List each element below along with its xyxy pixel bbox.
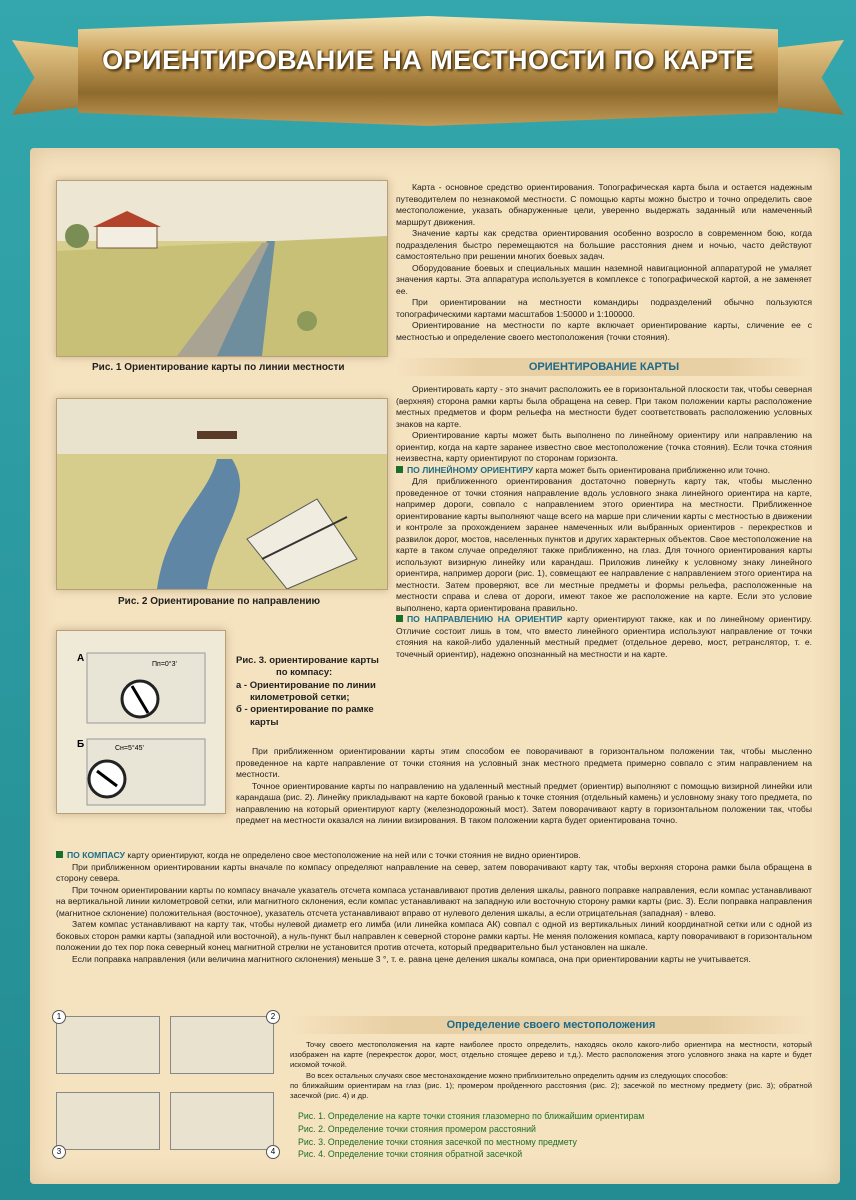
figure-list-item: Рис. 3. Определение точки стояния засечкой по местному предмету <box>298 1136 577 1147</box>
section1-text-top <box>396 384 812 660</box>
fig3-caption-line: а - Ориентирование по линии <box>236 679 376 691</box>
square-bullet-icon <box>56 851 63 858</box>
direction-paragraph <box>396 614 812 660</box>
fig3-caption-line: б - ориентирование по рамке <box>236 704 374 716</box>
compass-paragraph: Затем компас устанавливают на карту так, чтобы нулевой диаметр его лимба (или линейка компаса АК) совпал с одной из вертикальных линий координатной сетки или с одной из боковых сторон рамки карты (западной или восточной), а нуль-пункт был направлен к северной стороне рамки карты. Не меняя положения компаса, карту поворачивают в горизонтальном положении до тех пор пока северный конец магнитной стрелки не установится против отсчета, который предварительно был установлен на шкале. <box>56 919 812 953</box>
section2-paragraph: Во всех остальных случаях свое местонахождение можно приблизительно определить одним из следующих способов: <box>306 1070 728 1080</box>
square-bullet-icon <box>396 615 403 622</box>
figure-3-caption <box>236 655 379 729</box>
river-map-illustration <box>57 399 387 589</box>
intro-paragraph: Значение карты как средства ориентирования особенно возросло в современном бою, когда подразделения быстро перемещаются на большие расстояния днем и ночью, часто действуют самостоятельно при решении многих боевых задач. <box>396 228 812 262</box>
compass-label: ПО КОМПАСУ <box>67 850 125 860</box>
section2-paragraph: Точку своего местоположения на карте наиболее просто определить, находясь около какого-либо ориентира на местности, который изображен на карте (перекресток дорог, мост, отдельно стоящее дерево и т.д.). Место расположения этого условного знака на карте и будет искомой точкой. <box>290 1040 812 1070</box>
figure-list-item: Рис. 1. Определение на карте точки стояния глазомерно по ближайшим ориентирам <box>298 1111 645 1121</box>
fig3-caption-line: Рис. 3. ориентирование карты <box>236 655 379 666</box>
compass-text <box>56 850 812 965</box>
location-figure-1 <box>56 1016 160 1074</box>
intro-paragraph: При ориентировании на местности командиры подразделений обычно пользуются топографическими картами масштабов 1:50000 и 1:100000. <box>396 297 812 319</box>
compass-paragraph: При приближенном ориентировании карты вначале по компасу определяют направление на север, затем поворачивают карту так, чтобы верхняя сторона рамки была обращена в сторону севера. <box>56 861 812 884</box>
location-figure-number: 3 <box>52 1145 66 1159</box>
section1-paragraph: При приближенном ориентировании карты этим способом ее поворачивают в горизонтальном положении так, чтобы мысленно проведенное на карте направление от точки стояния на условный знак местного предмета примерно совпало с этим направлением на местности. <box>236 746 812 780</box>
direction-label: ПО НАПРАВЛЕНИЮ НА ОРИЕНТИР <box>407 614 563 625</box>
fig3-compass-b: Сн=5°45' <box>115 745 144 752</box>
linear-text: карта может быть ориентирована приближенно или точно. <box>533 464 770 475</box>
location-figure-3 <box>56 1092 160 1150</box>
compass-paragraph <box>56 850 812 862</box>
square-bullet-icon <box>396 466 403 473</box>
section1-text-bottom <box>236 746 812 827</box>
section1-paragraph: Ориентировать карту - это значит расположить ее в горизонтальной плоскости так, чтобы северная (верхняя) сторона рамки карты была обращена на север. При таком положении карты расположение местных предметов и форм рельефа на местности будет соответствовать расположению условных знаков на карте. <box>396 384 812 429</box>
linear-label: ПО ЛИНЕЙНОМУ ОРИЕНТИРУ <box>407 464 534 475</box>
intro-paragraph: Ориентирование на местности по карте включает ориентирование карты, сличение ее с местностью и определение своего местоположения (точки стояния). <box>396 320 812 342</box>
section1-paragraph: Ориентирование карты может быть выполнено по линейному ориентиру или направлению на ориентир, когда на карте заранее известно свое местоположение (точка стояния). Если точка стояния неизвестна, карту ориентируют по сторонам горизонта. <box>396 430 812 464</box>
figure-2-image <box>56 398 388 590</box>
section1-paragraph: Точное ориентирование карты по направлению на удаленный местный предмет (ориентир) выполняют с помощью визирной линейки или карандаша (рис. 2). Линейку прикладывают на карте боковой гранью к точке стояния (отдельный камень) и условному знаку того предмета, по направлению на который ориентируют карту (железнодорожный мост). Затем поворачивают карту в горизонтальном положении так, чтобы предмет на местности оказался на линии визирования. В таком положении карта будет ориентирована точно. <box>236 780 812 826</box>
fig3-compass-a: Пп=0°3' <box>152 661 177 668</box>
figure-1-caption: Рис. 1 Ориентирование карты по линии местности <box>92 362 345 373</box>
fig3-caption-line: километровой сетки; <box>250 692 350 704</box>
location-figure-number: 1 <box>52 1010 66 1024</box>
figure-3-image <box>56 630 226 814</box>
direction-text: карту ориентируют также, как и по линейному ориентиру. Отличие состоит лишь в том, что вместо линейного ориентира используют направление от точки стояния на какой-либо удаленный местный предмет (отдельное дерево, мост, ретранслятор, т. е. точечный ориентир), надежно опознанный на местности и на карте. <box>396 614 812 659</box>
figure-list-item: Рис. 2. Определение точки стояния промером расстояний <box>298 1123 536 1134</box>
section1-paragraph: Для приближенного ориентирования достаточно повернуть карту так, чтобы мысленно проведенное от точки стояния направление вдоль условного знака линейного ориентира на карте, например дороги, совпало с направлением этого ориентира на местности. Приближенное ориентирование карты выполняют чаще всего на марше при сличении карты с местностью в движении и контроле за прохождением заранее намеченных или выбранных ориентиров - перекрестков и развилок дорог, мостов, населенных пунктов и других характерных объектов. Свое местоположение на карте в таком случае определяют также приближенно, на глаз. Для точного ориентирования карты используют визирную линейку или карандаш. Приложив линейку к условному знаку линейного ориентира, например дороги (рис. 1), совмещают ее направление с направлением этого ориентира на местности. Затем проверяют, все ли местные предметы и формы рельефа, расположенные на местности справа и слева от дороги, имеют такое же расположение на карте. Если это условие выполнено, карта ориентирована правильно. <box>396 476 812 613</box>
figure-list-item: Рис. 4. Определение точки стояния обратной засечкой <box>298 1149 523 1160</box>
intro-text <box>396 182 812 343</box>
location-figure-list <box>298 1110 644 1161</box>
location-figure-number: 4 <box>266 1145 280 1159</box>
landscape-road-illustration <box>57 181 387 356</box>
intro-paragraph: Оборудование боевых и специальных машин наземной навигационной аппаратурой не умаляет значения карты. Эта аппаратура используется в комплексе с топографической картой, а не заменяет ее. <box>396 262 812 296</box>
location-figure-number: 2 <box>266 1010 280 1024</box>
intro-paragraph: Карта - основное средство ориентирования. Топографическая карта была и остается надежным путеводителем по незнакомой местности. С помощью карты можно быстро и точно определить свое местоположение, указать обнаруженные цели, уверенно выдержать заданный или намеченный маршрут движения. <box>396 182 812 227</box>
fig3-caption-line: по компасу: <box>276 667 333 679</box>
figure-2-caption: Рис. 2 Ориентирование по направлению <box>118 596 321 607</box>
section-heading-location: Определение своего местоположения <box>290 1016 812 1034</box>
compass-paragraph: Если поправка направления (или величина магнитного склонения) меньше 3 °, т. е. равна цене деления шкалы компаса, она при ориентировании карты не учитывается. <box>72 953 751 964</box>
fig3-caption-line: карты <box>250 716 279 728</box>
location-figure-2 <box>170 1016 274 1074</box>
page-title: ОРИЕНТИРОВАНИЕ НА МЕСТНОСТИ ПО КАРТЕ <box>102 45 754 75</box>
location-figure-4 <box>170 1092 274 1150</box>
section2-paragraph: по ближайшим ориентирам на глаз (рис. 1); промером пройденного расстояния (рис. 2); засечкой по местному предмету (рис. 3); обратной засечкой (рис. 4) и др. <box>290 1080 812 1100</box>
fig3-label-b: Б <box>77 739 85 750</box>
fig3-label-a: А <box>77 653 85 664</box>
compass-paragraph: При точном ориентировании карты по компасу вначале указатель отсчета компаса устанавливают против деления шкалы, равного поправке направления, если компас устанавливают на вертикальной линии километровой сетки, или магнитного склонения, если компас устанавливают на западную или восточную сторону рамки карты (рис. 3). Если поправка направления (магнитное склонение) положительная (восточное), указатель отсчета устанавливают вправо от нулевого деления шкалы, а если отрицательная (западная) - влево. <box>56 884 812 918</box>
section-heading-orienting: ОРИЕНТИРОВАНИЕ КАРТЫ <box>396 358 812 376</box>
figure-1-image <box>56 180 388 357</box>
linear-paragraph <box>396 465 812 477</box>
compass-intro-text: карту ориентируют, когда не определено свое местоположение на ней или с точки стояния не видно ориентиров. <box>124 850 581 860</box>
section2-text <box>290 1040 812 1101</box>
